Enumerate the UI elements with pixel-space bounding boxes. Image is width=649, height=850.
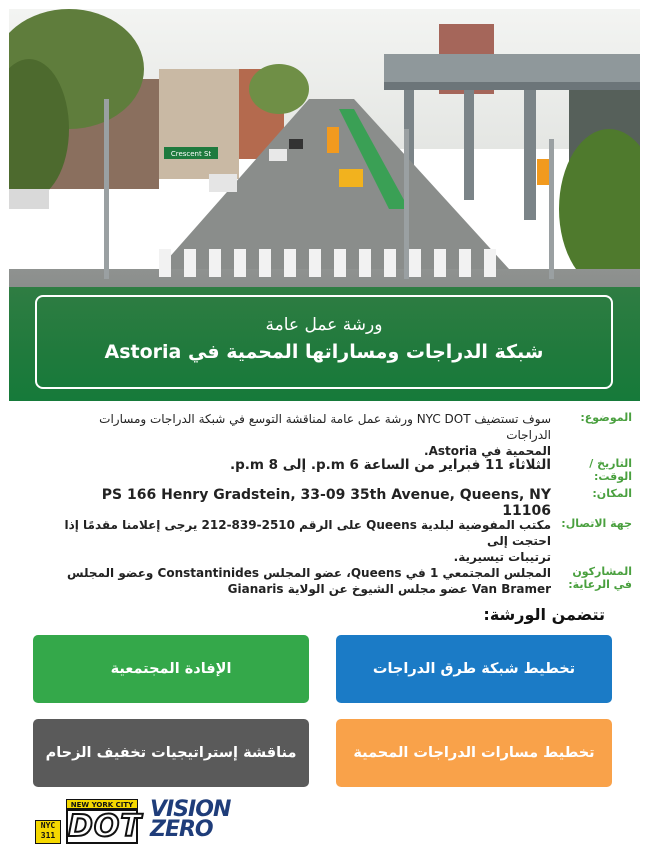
contact-line-1: مكتب المفوضية لبلدية Queens على الرقم 2510-839-212 يرجى إعلامنا مقدمًا إذا احتجت إلى (64, 518, 551, 548)
datetime-label: التاريخ / الوقت: (589, 457, 632, 483)
workshop-title-box (35, 295, 613, 389)
vision-zero-line-2: ZERO (150, 817, 213, 842)
card-traffic-calming (33, 719, 309, 787)
card-label: مناقشة إستراتيجيات تخفيف الزحام (45, 745, 297, 761)
vision-zero-logo (150, 799, 242, 844)
location-value: PS 166 Henry Gradstein, 33-09 35th Avenue, Queens, NY 11106 (101, 487, 551, 519)
dot-logo-main: DOT (68, 809, 142, 844)
page-title: شبكة الدراجات ومساراتها المحمية في Astoria (104, 341, 544, 363)
card-bike-network-planning (336, 635, 612, 703)
subject-line-1: سوف تستضيف NYC DOT ورشة عمل عامة لمناقشة التوسع في شبكة الدراجات ومسارات الدراجات (99, 412, 551, 442)
nyc311-logo-bottom: 311 (40, 831, 56, 840)
subject-label: الموضوع: (580, 411, 632, 424)
card-protected-lane-planning (336, 719, 612, 787)
street-sign: Crescent St (170, 150, 212, 158)
dot-logo-top: NEW YORK CITY (66, 799, 138, 809)
card-community-input (33, 635, 309, 703)
vision-zero-line-1: VISION (150, 797, 231, 822)
nyc311-logo (35, 820, 61, 844)
card-label: تخطيط شبكة طرق الدراجات (372, 661, 576, 677)
datetime-value: الثلاثاء 11 فبراير من الساعة 6 p.m. إلى 8 p.m. (229, 457, 551, 473)
sponsors-value (56, 565, 551, 597)
subject-value (56, 411, 551, 459)
location-label: المكان: (592, 487, 632, 500)
workshop-includes-heading: تتضمن الورشة: (483, 605, 605, 624)
nyc-dot-logo (66, 799, 142, 844)
nyc311-logo-top: NYC (40, 821, 56, 830)
contact-value (56, 517, 551, 565)
sponsors-line-1: المجلس المجتمعي 1 في Queens، عضو المجلس Constantinides وعضو المجلس (67, 566, 551, 580)
sponsors-label: المشاركون في الرعاية: (568, 565, 632, 591)
title-subheading: ورشة عمل عامة (265, 315, 383, 335)
card-label: الإفادة المجتمعية (110, 661, 232, 677)
contact-label: جهة الاتصال: (561, 517, 632, 530)
contact-line-2: ترتيبات تيسيرية. (453, 550, 551, 564)
subject-line-2: المحمية في Astoria. (424, 444, 551, 458)
card-label: تخطيط مسارات الدراجات المحمية (353, 745, 595, 761)
sponsors-line-2: Van Bramer عضو مجلس الشيوخ عن الولاية Gianaris (227, 582, 551, 596)
hero-photo (9, 9, 640, 401)
